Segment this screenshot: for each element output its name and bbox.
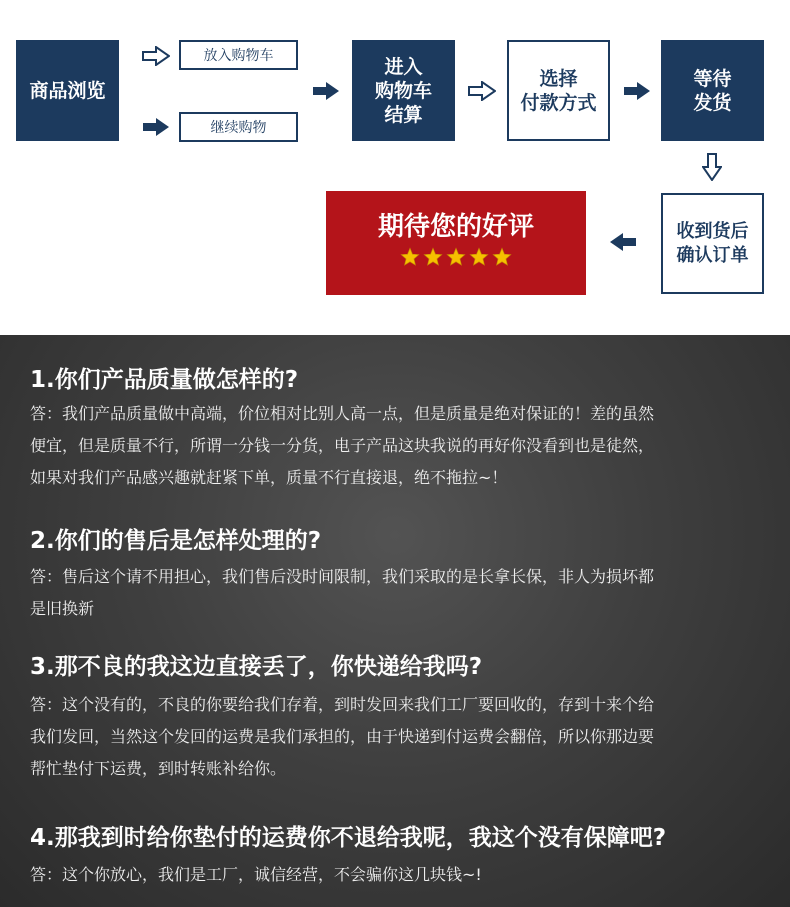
checkout-box [352,40,455,141]
wait-ship-box [661,40,764,141]
continue-shopping-label: 继续购物 [210,120,267,136]
star-icon [492,247,512,267]
add-to-cart-box [179,40,298,70]
faq-answer-4 [30,859,760,891]
star-icon [423,247,443,267]
hollow-arrow-right-icon [142,46,170,66]
answer-line: 答：我们产品质量做中高端，价位相对比别人高一点，但是质量是绝对保证的！差的虽然 [30,404,655,423]
arrow-right-icon [142,117,170,137]
hollow-arrow-right-icon [468,81,496,101]
answer-line: 答：这个你放心，我们是工厂，诚信经营，不会骗你这几块钱~! [30,865,482,884]
answer-line: 答：这个没有的，不良的你要给我们存着，到时发回来我们工厂要回收的，存到十来个给 [30,695,655,714]
payment-label: 选择 付款方式 [520,67,597,114]
answer-line: 是旧换新 [30,599,95,618]
answer-line: 帮忙垫付下运费，到时转账补给你。 [30,759,287,778]
arrow-left-icon [609,232,637,252]
arrow-right-icon [312,81,340,101]
answer-line: 我们发回，当然这个发回的运费是我们承担的，由于快递到付运费会翻倍，所以你那边要 [30,727,655,746]
review-banner [326,191,586,295]
faq-question-4: 4.那我到时给你垫付的运费你不退给我呢，我这个没有保障吧? [30,825,667,851]
star-rating [326,247,586,267]
answer-line: 便宜，但是质量不行，所谓一分钱一分货，电子产品这块我说的再好你没看到也是徒然， [30,436,655,455]
add-to-cart-label: 放入购物车 [203,48,274,64]
review-title: 期待您的好评 [377,212,534,242]
faq-answer-1 [30,398,760,494]
hollow-arrow-down-icon [702,153,722,181]
wait-ship-label: 等待 发货 [693,67,732,114]
answer-line: 如果对我们产品感兴趣就赶紧下单，质量不行直接退，绝不拖拉~！ [30,468,508,487]
answer-line: 答：售后这个请不用担心，我们售后没时间限制，我们采取的是长拿长保，非人为损坏都 [30,567,655,586]
star-icon [469,247,489,267]
continue-shopping-box [179,112,298,142]
faq-question-3: 3.那不良的我这边直接丢了，你快递给我吗? [30,654,483,680]
star-icon [446,247,466,267]
browse-box [16,40,119,141]
faq-section [0,335,790,907]
payment-box [507,40,610,141]
checkout-label: 进入 购物车 结算 [374,55,432,126]
star-icon [400,247,420,267]
confirm-label: 收到货后 确认订单 [676,220,749,266]
faq-question-1: 1.你们产品质量做怎样的? [30,367,299,393]
faq-answer-3 [30,689,760,785]
arrow-right-icon [623,81,651,101]
faq-question-2: 2.你们的售后是怎样处理的? [30,528,322,554]
faq-answer-2 [30,561,760,625]
order-flowchart [0,0,790,335]
confirm-box [661,193,764,294]
browse-label: 商品浏览 [29,79,106,102]
